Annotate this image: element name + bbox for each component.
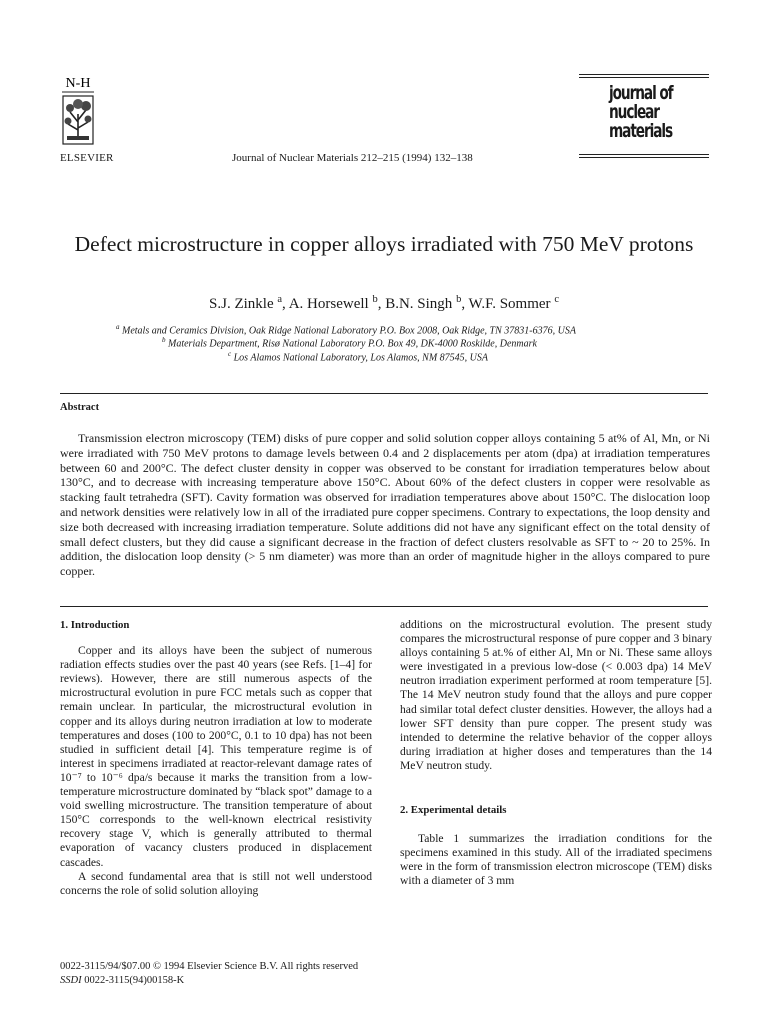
copyright-line: 0022-3115/94/$07.00 © 1994 Elsevier Science B.V. All rights reserved — [60, 961, 359, 972]
publisher-name: ELSEVIER — [60, 152, 114, 164]
author-list: S.J. Zinkle $^a$, A. Horsewell $^b$, B.N. Singh $^b$, W.F. Sommer $^c$ — [209, 294, 559, 312]
elsevier-tree-logo — [56, 74, 100, 150]
affiliation-mark: c — [554, 294, 559, 305]
author-name: B.N. Singh — [385, 296, 457, 312]
abstract-bottom-rule — [60, 606, 708, 607]
journal-logo-rule — [579, 74, 709, 75]
introduction-paragraph: Copper and its alloys have been the subject of numerous radiation effects studies over the past 40 years (see Refs. [1–4] for reviews). However, there are still numerous aspects of the microstructural evolution in pure FCC metals such as copper that remain unclear. In particular, the microstructural evolution in copper and its alloys during neutron irradiation at low to moderate temperatures and doses (100 to 200°C, 0.1 to 10 dpa) has not been studied in sufficient detail [4]. This temperature regime is of interest in specimens irradiated at reactor-relevant damage rates of 10⁻⁷ to 10⁻⁶ dpa/s because it marks the transition from a low-temperature microstructure dominated by “black spot” damage to a void swelling microstructure. The transition temperature of about 150°C corresponds to the well-known electrical resistivity recovery stage V, which is generally attributed to thermal evaporation of vacancy clusters produced in displacement cascades. — [60, 644, 372, 869]
affiliation-c: $^c$ Los Alamos National Laboratory, Los Alamos, NM 87545, USA — [228, 350, 488, 364]
journal-logo-rule — [579, 77, 709, 78]
author-name: W.F. Sommer — [468, 296, 555, 312]
journal-citation: Journal of Nuclear Materials 212–215 (1994) 132–138 — [232, 152, 473, 164]
ssdi-value: 0022-3115(94)00158-K — [81, 975, 185, 986]
introduction-paragraph: A second fundamental area that is still not well understood concerns the role of solid solution alloying — [60, 869, 372, 897]
author-name: S.J. Zinkle — [209, 296, 278, 312]
introduction-paragraph: additions on the microstructural evolution. The present study compares the microstructural response of pure copper and 3 binary alloys containing 5 at.% of either Al, Mn or Ni. These same alloys were investigated in a previous low-dose (< 0.003 dpa) 14 MeV neutron irradiation experiment performed at room temperature [5]. The 14 MeV neutron study found that the alloys and pure copper had similar total defect cluster densities. However, the alloys had a lower SFT density than pure copper. The present study was intended to determine the relative behavior of the copper alloys during irradiation at higher doses and temperatures than the 14 MeV neutron study. — [400, 618, 712, 772]
article-title: Defect microstructure in copper alloys irradiated with 750 MeV protons — [74, 232, 694, 256]
right-column — [400, 618, 712, 889]
journal-logo — [609, 84, 678, 141]
author-name: A. Horsewell — [288, 296, 373, 312]
journal-logo-line: materials — [609, 120, 673, 142]
journal-logo-rule — [579, 157, 709, 158]
abstract-top-rule — [60, 393, 708, 394]
affiliation-mark: b — [372, 294, 378, 305]
journal-logo-line: nuclear — [609, 101, 659, 123]
ssdi-label: SSDI — [60, 975, 82, 986]
experimental-heading: 2. Experimental details — [400, 804, 507, 817]
logo-text: N-H — [65, 76, 91, 91]
abstract-text: Transmission electron microscopy (TEM) disks of pure copper and solid solution copper alloys containing 5 at% of Al, Mn, or Ni were irradiated with 750 MeV protons to damage levels between 0.4 and 2 displacements per atom (dpa) at irradiation temperatures between 60 and 200°C. The defect cluster density in copper was observed to be constant for irradiation temperatures below about 130°C, and to decrease with increasing temperature above 150°C. About 60% of the defect clusters in copper were resolvable as stacking fault tetrahedra (SFT). Cavity formation was observed for irradiation temperatures above about 150°C. The dislocation loop and network densities were relatively low in all of the irradiated pure copper specimens. Contrary to expectations, the loop density and size both decreased with increasing irradiation temperature. Solute additions did not have any significant effect on the total density of small defect clusters, but they did cause a significant decrease in the fraction of defect clusters resolvable as SFT to ~ 20 to 25%. In addition, the dislocation loop density (> 5 nm diameter) was more than an order of magnitude higher in the alloys compared to pure copper. — [60, 431, 710, 579]
affiliation-b: $^b$ Materials Department, Risø National Laboratory P.O. Box 49, DK-4000 Roskilde, Denmark — [162, 336, 537, 350]
affiliation-mark: b — [456, 294, 462, 305]
affiliation-a: $^a$ Metals and Ceramics Division, Oak Ridge National Laboratory P.O. Box 2008, Oak Ridge, TN 37831-6376, USA — [116, 323, 576, 337]
journal-logo-rule — [579, 154, 709, 155]
affiliation-mark: a — [277, 294, 283, 305]
journal-logo-line: journal of — [609, 82, 673, 104]
ssdi-line — [60, 975, 184, 986]
left-column — [60, 618, 372, 898]
abstract-heading: Abstract — [60, 402, 100, 413]
experimental-paragraph: Table 1 summarizes the irradiation conditions for the specimens examined in this study. All of the irradiated specimens were in the form of transmission electron microscope (TEM) disks with a diameter of 3 mm — [400, 832, 712, 888]
introduction-heading: 1. Introduction — [60, 619, 130, 631]
